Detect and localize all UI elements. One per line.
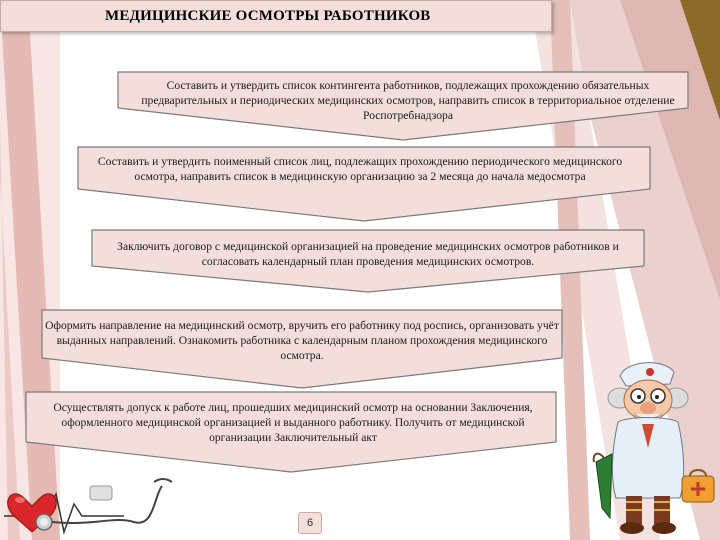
step-3-text: Заключить договор с медицинской организацией на проведение медицинских осмотров работников и согласовать календарный план проведения медицинских осмотров. [117,240,619,268]
step-2-arrow [78,147,650,221]
step-5-text: Осуществлять допуск к работе лиц, прошедших медицинский осмотр на основании Заключения, оформленного медицинской организацией и выданного работнику. Получить от медицинской организации Заключительный акт [53,401,533,444]
step-1-arrow [118,72,688,140]
step-1-text: Составить и утвердить список контингента работников, подлежащих прохождению обязательных предварительных и периодических медицинских осмотров, направить список в территориальное отделение Роспотребнадзора [141,79,675,122]
step-4-arrow [42,310,562,388]
step-2-text: Составить и утвердить поименный список лиц, подлежащих прохождению периодического медицинского осмотра, направить список в медицинскую организацию за 2 месяца до начала медосмотра [97,155,623,183]
step-5-arrow [26,392,556,472]
doctor-illustration-icon [582,358,718,538]
step-3-arrow [92,230,644,292]
step-4-text: Оформить направление на медицинский осмотр, вручить его работнику под роспись, организовать учёт выданных направлений. Ознакомить работника с календарным планом прохождения медицинского осмотра. [45,319,559,362]
title-bar [0,0,552,32]
page-title: МЕДИЦИНСКИЕ ОСМОТРЫ РАБОТНИКОВ [105,8,431,24]
page-number: 6 [298,512,322,534]
heart-stethoscope-icon [4,476,194,540]
